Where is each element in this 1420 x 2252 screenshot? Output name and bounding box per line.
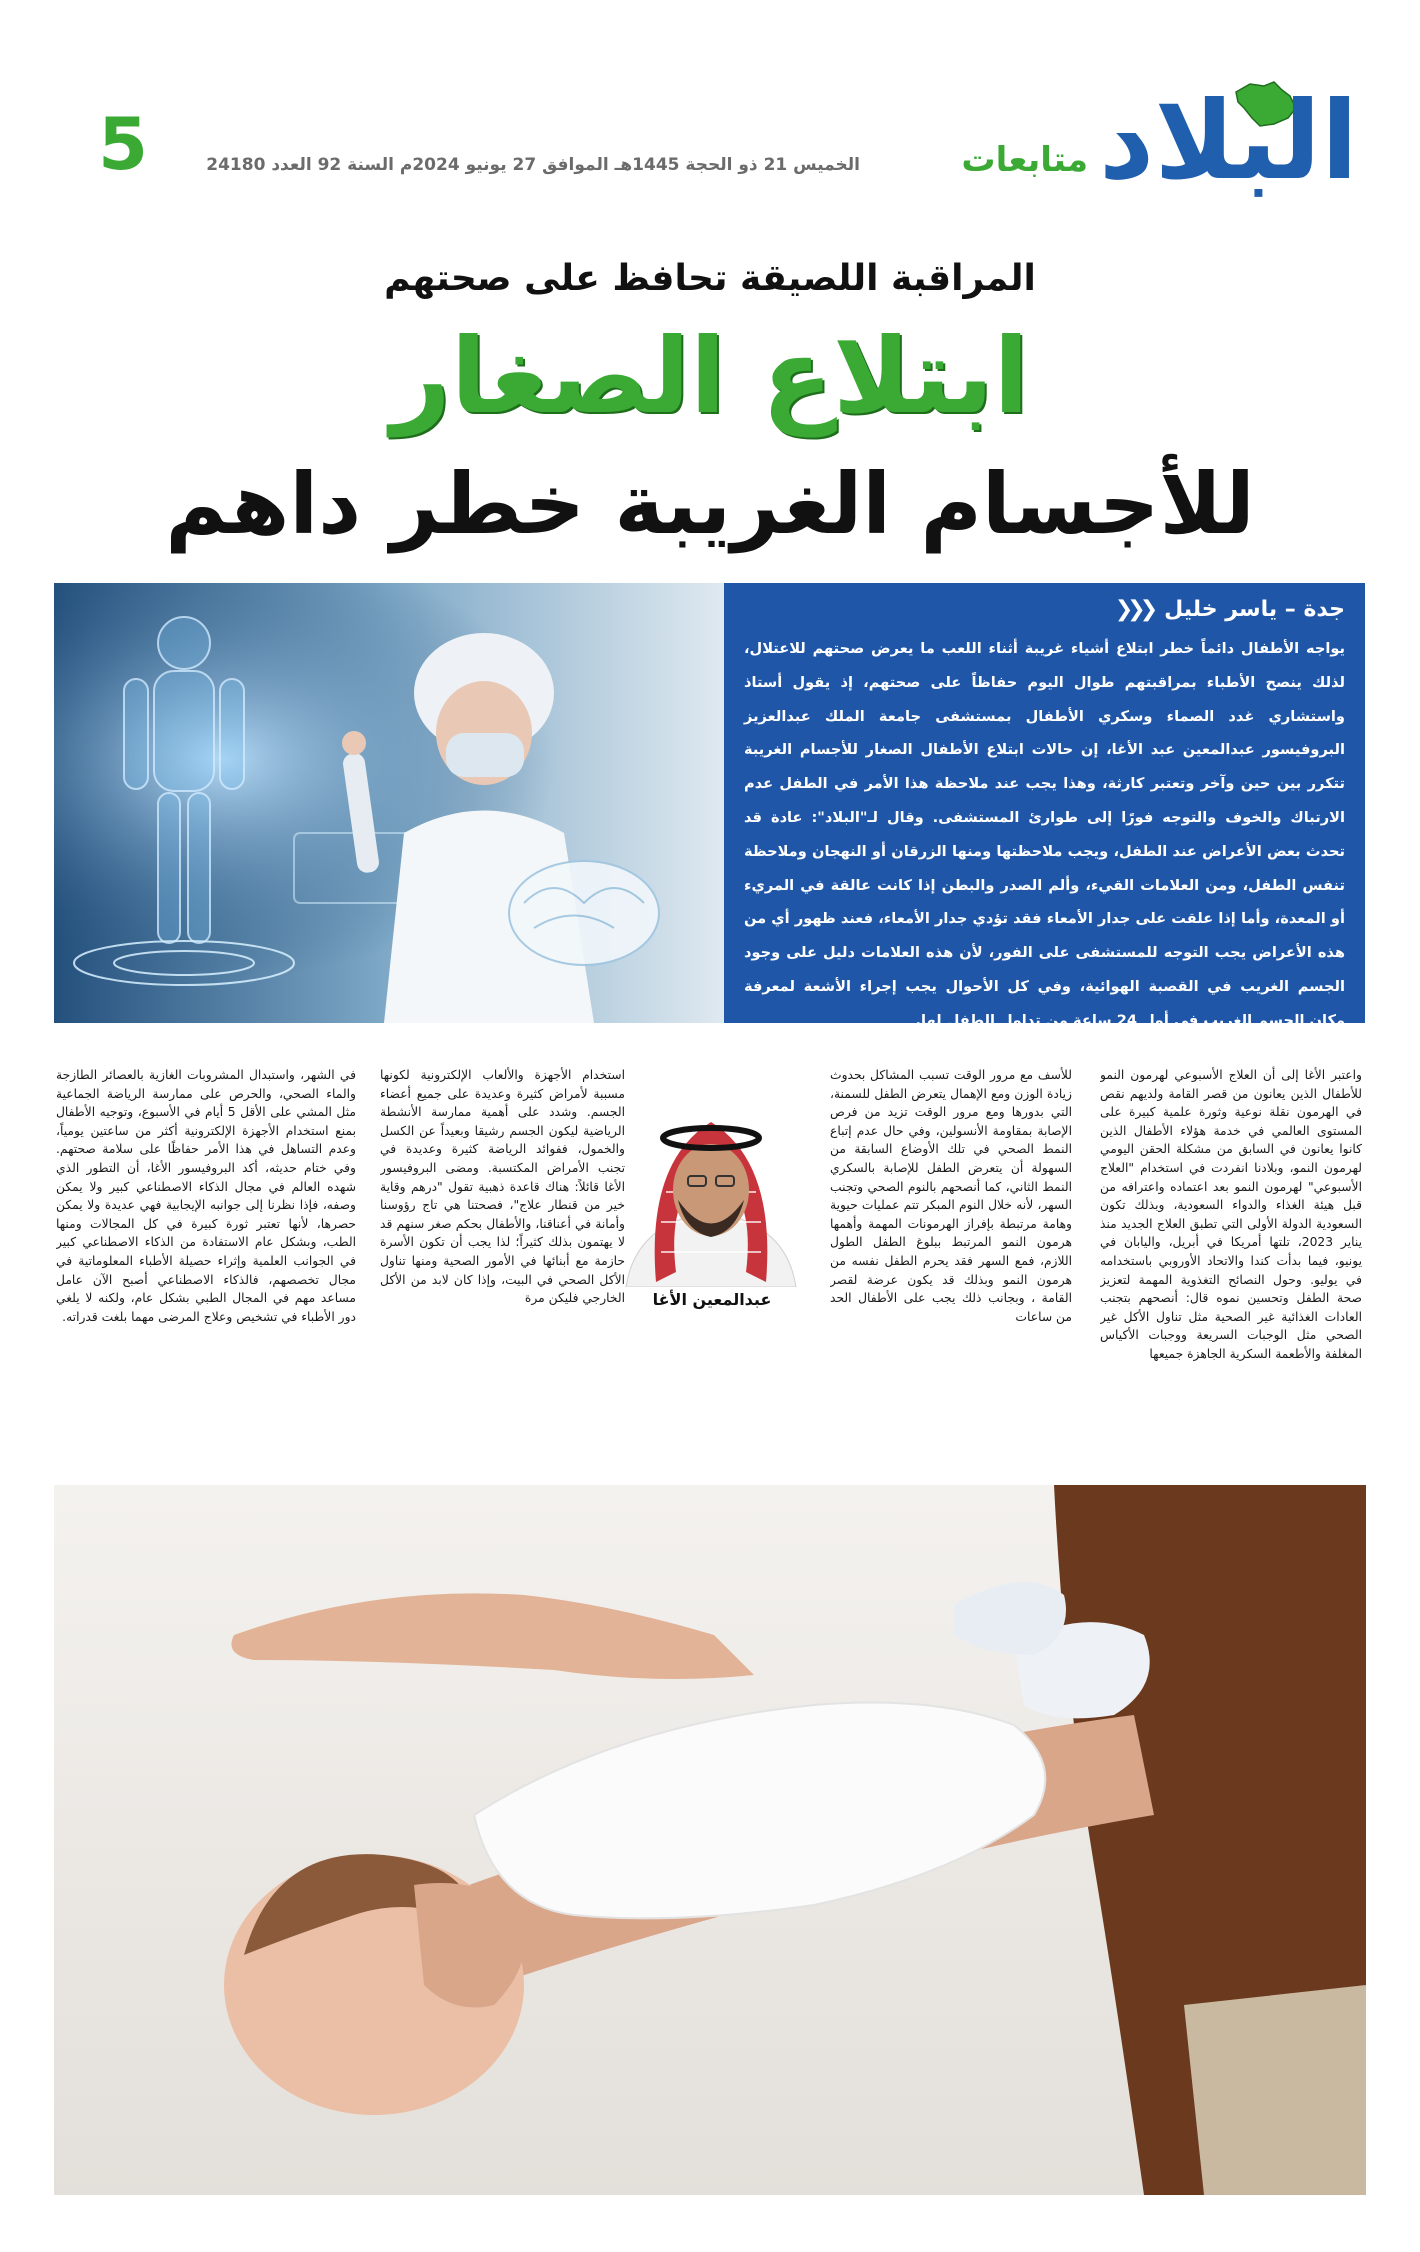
headline-kicker: المراقبة اللصيقة تحافظ على صحتهم: [384, 258, 1036, 299]
page-number: 5: [98, 102, 149, 186]
column-3-text: استخدام الأجهزة والألعاب الإلكترونية لكونها مسببة لأمراض كثيرة وعديدة على جميع أعضاء الجسم. وشدد على أهمية ممارسة الأنشطة الرياضية ليكون الجسم رشيقا وبعيداً عن الكسل والخمول، ففوائد الرياضة كثيرة وعديدة في تجنب الأمراض المكتسبة. ومضى البروفيسور الأغا قائلاً: هناك قاعدة ذهبية تقول "درهم وقاية خير من قنطار علاج"، فصحتنا هي تاج رؤوسنا وأمانة في أعناقنا، والأطفال بحكم صغر سنهم قد لا يهتمون بذلك كثيراً؛ لذا يجب أن تكون الأسرة حازمة مع أبنائها في الأمور الصحية ومنها تناول الأكل الصحي في البيت، وإذا كان لابد من الأكل الخارجي فليكن مرة: [380, 1068, 625, 1306]
portrait-photo: [606, 1072, 816, 1322]
byline: [744, 597, 1345, 622]
doctor-hologram-photo: [54, 583, 724, 1023]
lead-paragraph: يواجه الأطفال دائماً خطر ابتلاع أشياء غريبة أثناء اللعب ما يعرض صحتهم للاعتلال، لذلك ينصح الأطباء بمراقبتهم طوال اليوم حفاظاً على صحتهم، إذ يقول أستاذ واستشاري غدد الصماء وسكري الأطفال بمستشفى جامعة الملك عبدالعزيز البروفيسور عبدالمعين عبد الأغا، إن حالات ابتلاع الأطفال الصغار للأجسام الغريبة تتكرر بين حين وآخر وتعتبر كارثة، وهذا يجب عند ملاحظة هذا الأمر في الطفل عدم الارتباك والخوف والتوجه فورًا إلى طوارئ المستشفى. وقال لـ"البلاد": عادة قد تحدث بعض الأعراض عند الطفل، ويجب ملاحظتها ومنها الزرقان أو النهجان وملاحظة تنفس الطفل، ومن العلامات القيء، وألم الصدر والبطن إذا كانت عالقة في المريء أو المعدة، وأما إذا علقت على جدار الأمعاء فقد تؤدي جدار الأمعاء، فعند ظهور أي من هذه الأعراض يجب التوجه للمستشفى على الفور، لأن هذه العلامات دليل على وجود الجسم الغريب في القصبة الهوائية، وفي كل الأحوال يجب إجراء الأشعة لمعرفة مكان الجسم الغريب في أول 24 ساعة من تداول الطفل لها.: [744, 640, 1345, 1029]
column-1-text: واعتبر الأغا إلى أن العلاج الأسبوعي لهرمون النمو للأطفال الذين يعانون من قصر القامة ولديهم نقص في الهرمون نقلة نوعية وثورة علمية كبيرة على المستوى العالمي في خدمة هؤلاء الأطفال الذين كانوا يعانون في السابق من مشكلة الحقن اليومي لهرمون النمو، وبلادنا انفردت في استخدام "العلاج الأسبوعي" لهرمون النمو بعد اعتماده واعترافه من قبل هيئة الغذاء والدواء السعودية، وبذلك تكون السعودية الدولة الأولى التي تطبق العلاج الجديد منذ يناير 2023، تلتها أمريكا في أبريل، واليابان في يونيو، فيما بدأت كندا والاتحاد الأوروبي باستخدامه في يوليو. وحول النصائح التغذوية المهمة لتعزيز صحة الطفل وتحسين نموه قال: أنصحهم بتجنب العادات الغذائية غير الصحية مثل تناول الأكل غير الصحي مثل الوجبات السريعة ووجبات الأكياس المغلفة والأطعمة السكرية الجاهزة جميعها: [1100, 1068, 1362, 1361]
article-column-3: [380, 1066, 625, 1456]
logo-wordmark: البلاد: [1098, 79, 1358, 204]
masthead: [0, 0, 1420, 215]
article-column-2: [830, 1066, 1072, 1456]
byline-name: جدة – ياسر خليل: [1164, 597, 1345, 622]
photo-illustration: [54, 583, 724, 1023]
lead-box: [724, 583, 1365, 1029]
infant-first-aid-photo: [54, 1485, 1366, 2195]
section-label: متابعات: [961, 140, 1088, 180]
article-column-1: [1100, 1066, 1362, 1456]
article-column-4: [56, 1066, 356, 1456]
first-aid-illustration: [54, 1485, 1366, 2195]
byline-chevrons-icon: ❮❮❮: [1114, 597, 1153, 622]
portrait-caption: عبدالمعين الأغا: [652, 1290, 772, 1309]
newspaper-logo[interactable]: [1098, 78, 1358, 204]
portrait-illustration: [606, 1072, 816, 1287]
issue-dateline: الخميس 21 ذو الحجة 1445هـ الموافق 27 يونيو 2024م السنة 92 العدد 24180: [206, 155, 860, 175]
brain-hologram: [509, 861, 659, 965]
headline-sub: للأجسام الغريبة خطر داهم: [165, 455, 1255, 553]
headline-main: ابتلاع الصغار: [390, 315, 1030, 437]
column-4-text: في الشهر، واستبدال المشروبات الغازية بالعصائر الطازجة والماء الصحي، والحرص على ممارسة الرياضة الجماعية مثل المشي على الأقل 5 أيام في الأسبوع، وتوجيه الأطفال بمنع استخدام الأجهزة الإلكترونية أكثر من ساعتين يومياً، وعدم التساهل في هذا الأمر حفاظًا على سلامة صحتهم. وفي ختام حديثه، أكد البروفيسور الأغا، أن التطور الذي شهده العالم في مجال الذكاء الاصطناعي كبير ولا يمكن وصفه، فإذا نظرنا إلى جوانبه الإيجابية فهي عديدة ولا يمكن حصرها، لأنها تعتبر ثورة كبيرة في كل المجالات ومنها الطب، وبشكل عام الاستفادة من الذكاء الاصطناعي كبير في الجوانب العلمية وإثراء حصيلة الأطباء المعلوماتية في مجال تخصصهم، فالذكاء الاصطناعي أصبح الآن عامل مساعد مهم في المجال الطبي بشكل عام، ولكنه لا يلغي دور الأطباء في تشخيص وعلاج المرضى مهما بلغت قدراته.: [56, 1068, 356, 1324]
column-2-text: للأسف مع مرور الوقت تسبب المشاكل بحدوث زيادة الوزن ومع الإهمال يتعرض الطفل للسمنة، التي بدورها ومع مرور الوقت تزيد من فرص الإصابة بمقاومة الأنسولين، وفي حال عدم إتباع النمط الصحي في تلك الأوضاع السابقة من السهولة أن يتعرض الطفل للإصابة بالسكري النمط الثاني، كما أنصحهم بالنوم الصحي وتجنب السهر، لأنه خلال النوم المبكر تتم عمليات حيوية وهامة مرتبطة بإفراز الهرمونات المهمة وأهمها هرمون النمو المرتبط ببلوغ الطفل الطول اللازم، فمع السهر فقد يحرم الطفل نفسه من هرمون النمو وبذلك قد يكون عرضة لقصر القامة ، وبجانب ذلك يجب على الأطفال الحد من ساعات: [830, 1068, 1072, 1324]
